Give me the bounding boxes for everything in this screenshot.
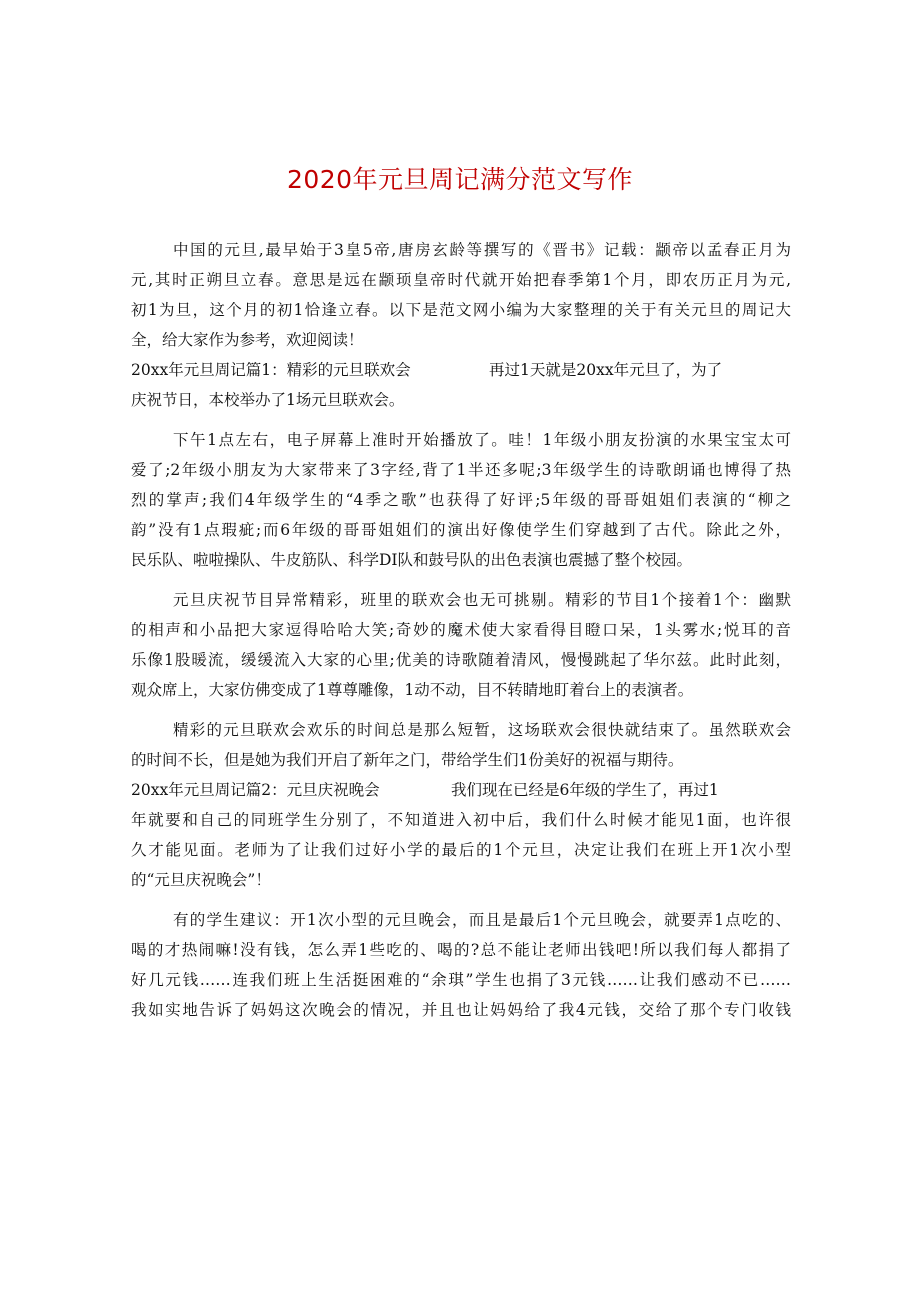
section-heading-row [131,778,791,806]
paragraph-line: 全，给大家作为参考，欢迎阅读！ [131,331,364,349]
paragraph-line: 喝的才热闹嘛!没有钱，怎么弄1些吃的、喝的?总不能让老师出钱吧!所以我们每人都捐了 [131,941,791,959]
paragraph-line: 的时间不长，但是她为我们开启了新年之门，带给学生们1份美好的祝福与期待。 [131,751,684,769]
paragraph-line: 爱了;2年级小朋友为大家带来了3字经,背了1半还多呢;3年级学生的诗歌朗诵也博得了热 [131,461,791,479]
section-heading: 20xx年元旦周记篇2：元旦庆祝晚会 [131,781,380,799]
paragraph-line: 我如实地告诉了妈妈这次晚会的情况，并且也让妈妈给了我4元钱，交给了那个专门收钱 [131,1001,791,1019]
paragraph-line: 烈的掌声;我们4年级学生的“4季之歌”也获得了好评;5年级的哥哥姐姐们表演的“柳之 [131,491,791,509]
paragraph-line: 的相声和小品把大家逗得哈哈大笑;奇妙的魔术使大家看得目瞪口呆，1头雾水;悦耳的音 [131,621,791,639]
paragraph-line: 的“元旦庆祝晚会”！ [131,871,271,889]
paragraph-line: 精彩的元旦联欢会欢乐的时间总是那么短暂，这场联欢会很快就结束了。虽然联欢会 [173,721,791,739]
paragraph-line: 好几元钱……连我们班上生活挺困难的“余琪”学生也捐了3元钱……让我们感动不已…… [131,971,791,989]
paragraph-line: 元,其时正朔旦立春。意思是远在颛顼皇帝时代就开始把春季第1个月，即农历正月为元, [131,271,791,289]
paragraph-line: 乐像1股暖流，缓缓流入大家的心里;优美的诗歌随着清风，慢慢跳起了华尔兹。此时此刻， [131,651,791,669]
section-heading: 20xx年元旦周记篇1：精彩的元旦联欢会 [131,361,411,379]
paragraph-line: 年就要和自己的同班学生分别了，不知道进入初中后，我们什么时候才能见1面，也许很 [131,811,791,829]
paragraph-line: 观众席上，大家仿佛变成了1尊尊雕像，1动不动，目不转睛地盯着台上的表演者。 [131,681,694,699]
section-heading-row [131,358,791,386]
paragraph-line: 有的学生建议：开1次小型的元旦晚会，而且是最后1个元旦晚会，就要弄1点吃的、 [173,911,791,929]
paragraph-line: 庆祝节日，本校举办了1场元旦联欢会。 [131,391,405,409]
document-title: 2020年元旦周记满分范文写作 [286,165,634,194]
paragraph-line: 民乐队、啦啦操队、牛皮筋队、科学DI队和鼓号队的出色表演也震撼了整个校园。 [131,551,693,569]
section-intro-text: 再过1天就是20xx年元旦了，为了 [489,361,723,379]
paragraph-line: 初1为旦，这个月的初1恰逢立春。以下是范文网小编为大家整理的关于有关元旦的周记大 [131,301,791,319]
paragraph-line: 韵”没有1点瑕疵;而6年级的哥哥姐姐们的演出好像使学生们穿越到了古代。除此之外， [131,521,791,539]
paragraph-line: 久才能见面。老师为了让我们过好小学的最后的1个元旦，决定让我们在班上开1次小型 [131,841,791,859]
paragraph-line: 下午1点左右，电子屏幕上准时开始播放了。哇！1年级小朋友扮演的水果宝宝太可 [173,431,791,449]
section-intro-text: 我们现在已经是6年级的学生了，再过1 [451,781,719,799]
paragraph-line: 中国的元旦,最早始于3皇5帝,唐房玄龄等撰写的《晋书》记载：颛帝以孟春正月为 [173,241,791,259]
paragraph-line: 元旦庆祝节目异常精彩，班里的联欢会也无可挑剔。精彩的节目1个接着1个：幽默 [173,591,791,609]
